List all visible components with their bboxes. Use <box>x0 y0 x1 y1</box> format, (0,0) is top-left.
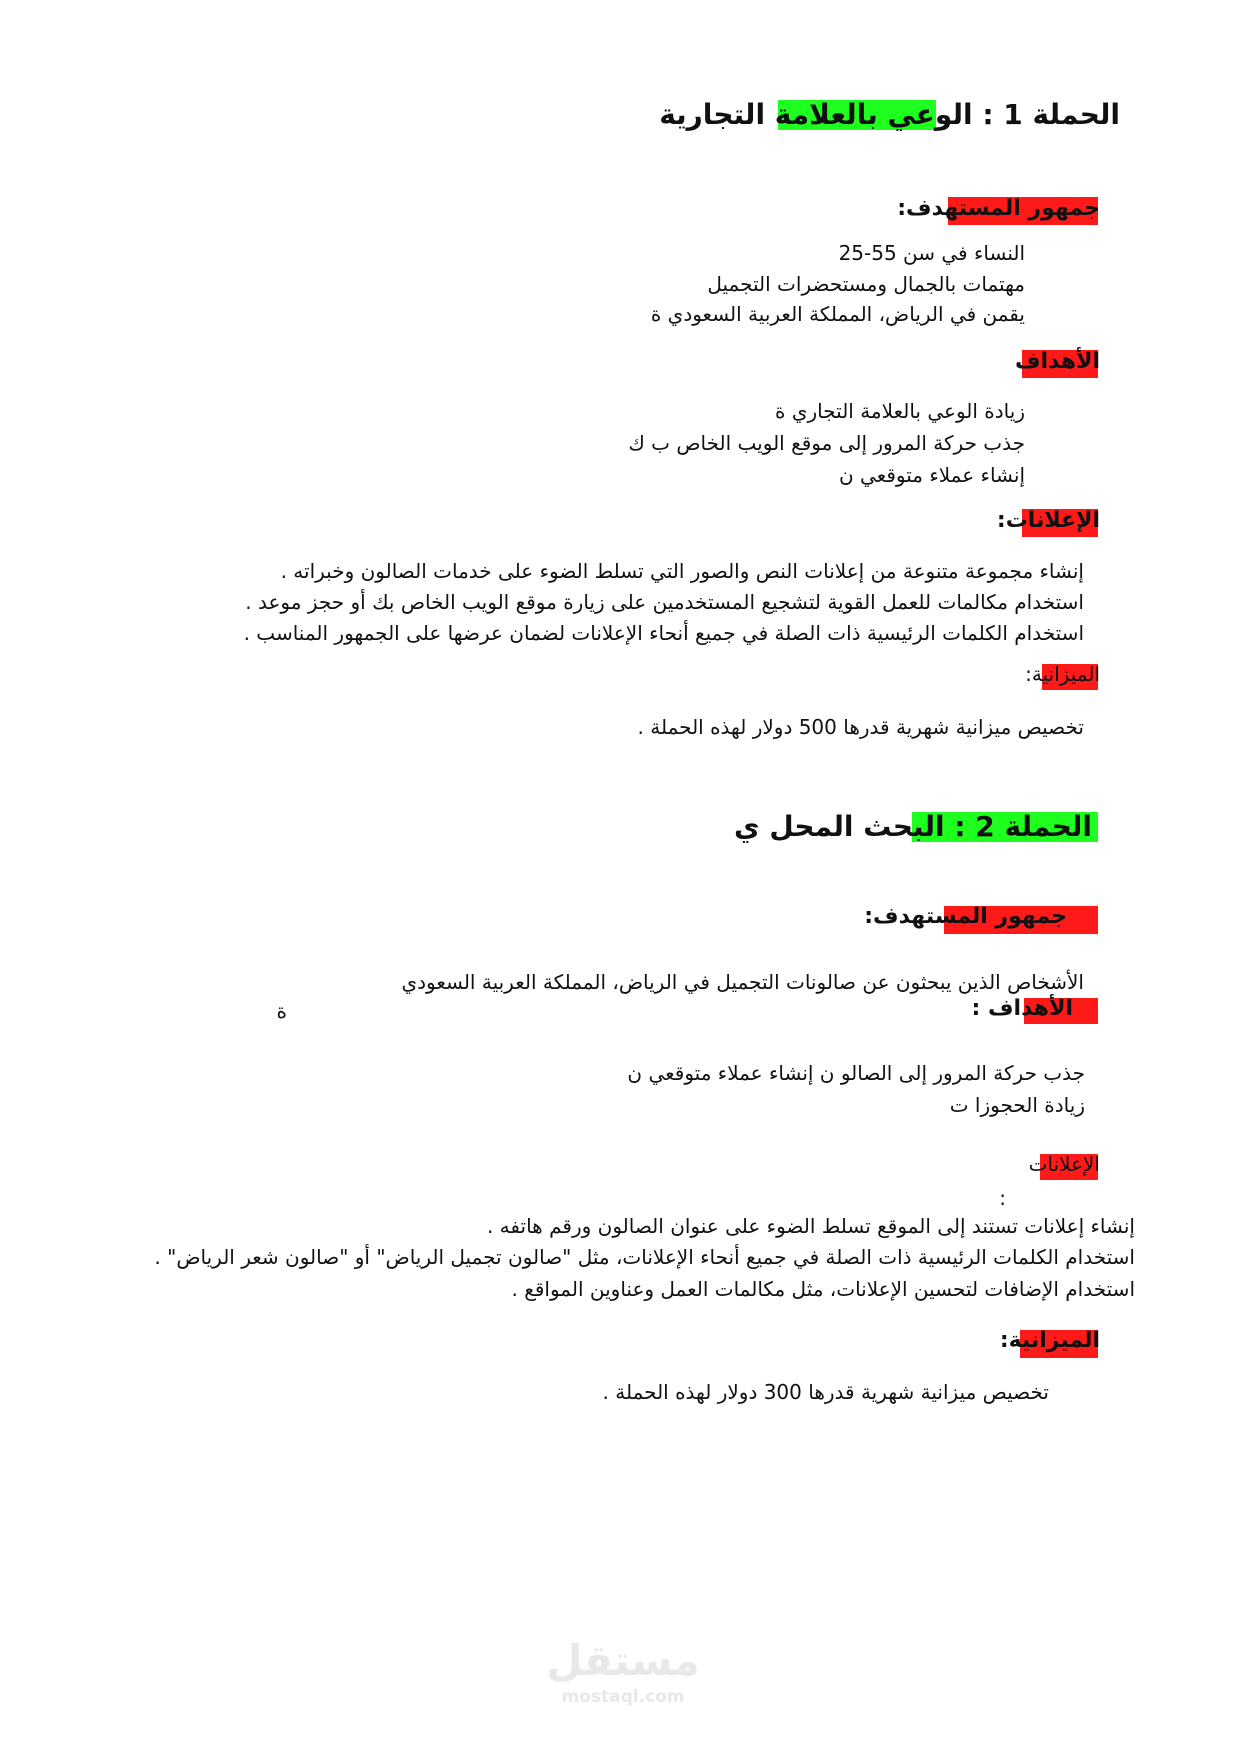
campaign1-ad-line: استخدام الكلمات الرئيسية ذات الصلة في جميع أنحاء الإعلانات لضمان عرضها على الجمهور المناسب . <box>243 621 1084 645</box>
campaign2-ad-line: إنشاء إعلانات تستند إلى الموقع تسلط الضوء على عنوان الصالون ورقم هاتفه . <box>486 1214 1135 1238</box>
watermark-url: mostaql.com <box>561 1687 685 1707</box>
campaign2-audience-line: الأشخاص الذين يبحثون عن صالونات التجميل في الرياض، المملكة العربية السعودي <box>401 970 1084 994</box>
campaign1-title: الحملة 1 : الوعي بالعلامة التجارية <box>659 98 1120 131</box>
campaign2-ads-heading: الإعلانات <box>1028 1152 1100 1176</box>
campaign1-audience-heading: جمهور المستهدف: <box>897 196 1100 221</box>
campaign1-goals-heading: الأهداف <box>1015 349 1100 374</box>
campaign2-ad-line: استخدام الكلمات الرئيسية ذات الصلة في جميع أنحاء الإعلانات، مثل "صالون تجميل الرياض" أو "صالون شعر الرياض" . <box>154 1245 1135 1269</box>
campaign2-title: الحملة 2 : البحث المحل ي <box>734 810 1092 843</box>
campaign2-goal-line: جذب حركة المرور إلى الصالو ن إنشاء عملاء متوقعي ن <box>627 1061 1085 1085</box>
campaign1-budget-heading: الميزانية: <box>1025 662 1100 686</box>
campaign2-audience-heading: جمهور المستهدف: <box>864 904 1067 929</box>
campaign2-audience-wrap: ة <box>276 999 287 1023</box>
campaign1-audience-line: مهتمات بالجمال ومستحضرات التجميل <box>707 272 1025 296</box>
campaign1-goal-line: جذب حركة المرور إلى موقع الويب الخاص ب ك <box>628 431 1025 455</box>
campaign1-ad-line: إنشاء مجموعة متنوعة من إعلانات النص والصور التي تسلط الضوء على خدمات الصالون وخبراته . <box>280 559 1084 583</box>
campaign1-goal-line: زيادة الوعي بالعلامة التجاري ة <box>775 399 1025 423</box>
campaign2-budget-line: تخصيص ميزانية شهرية قدرها 300 دولار لهذه الحملة . <box>602 1380 1049 1404</box>
mostaql-watermark <box>545 1636 701 1720</box>
campaign1-goal-line: إنشاء عملاء متوقعي ن <box>838 463 1025 487</box>
campaign2-ad-line: استخدام الإضافات لتحسين الإعلانات، مثل مكالمات العمل وعناوين المواقع . <box>511 1277 1135 1301</box>
watermark-logo: مستقل <box>546 1636 700 1685</box>
campaign2-ads-heading-colon: : <box>999 1186 1006 1210</box>
campaign2-budget-heading: الميزانية: <box>999 1328 1100 1353</box>
campaign1-ad-line: استخدام مكالمات للعمل القوية لتشجيع المستخدمين على زيارة موقع الويب الخاص بك أو حجز موعد . <box>245 590 1084 614</box>
campaign2-goals-heading: الأهداف : <box>971 996 1073 1021</box>
campaign1-audience-line: النساء في سن 55-25 <box>838 241 1025 265</box>
campaign1-budget-line: تخصيص ميزانية شهرية قدرها 500 دولار لهذه الحملة . <box>637 715 1084 739</box>
campaign2-goal-line: زيادة الحجوزا ت <box>949 1093 1085 1117</box>
campaign1-ads-heading: الإعلانات: <box>996 508 1100 533</box>
campaign1-audience-line: يقمن في الرياض، المملكة العربية السعودي ة <box>650 302 1025 326</box>
